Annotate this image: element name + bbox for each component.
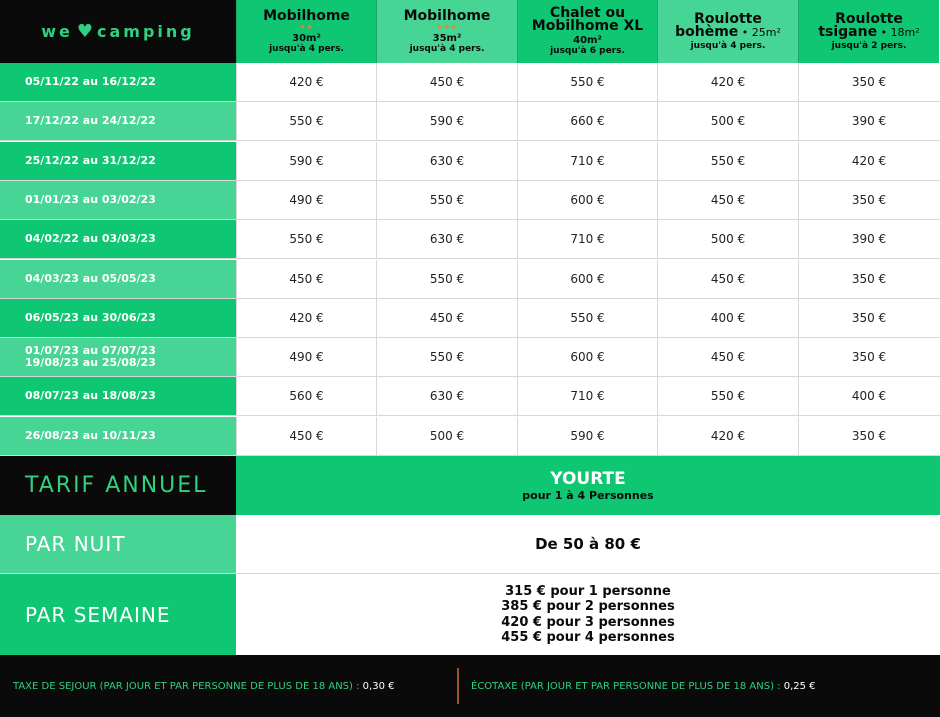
price-cell: 350 €: [798, 299, 939, 337]
price-cell: 350 €: [798, 63, 939, 101]
price-cell: 550 €: [376, 338, 517, 376]
price-cell: 420 €: [657, 417, 798, 455]
column-header-chalet: [517, 0, 657, 63]
period-label: 01/01/23 au 03/02/23: [0, 181, 236, 219]
column-title-text: Roulotte tsigane: [818, 10, 903, 40]
week-line: 385 € pour 2 personnes: [501, 599, 675, 614]
price-cell: 420 €: [236, 63, 376, 101]
price-cell: 450 €: [236, 417, 376, 455]
column-persons: jusqu'à 4 pers.: [269, 43, 344, 54]
column-title: [675, 10, 781, 40]
week-row: [0, 574, 940, 655]
table-row: [0, 63, 940, 102]
eco-tax-label: ÉCOTAXE (PAR JOUR ET PAR PERSONNE DE PLUS DE 18 ANS) :: [471, 680, 781, 692]
price-cell: 550 €: [657, 142, 798, 180]
table-row: [0, 102, 940, 141]
price-cell: 600 €: [517, 181, 657, 219]
column-title: Mobilhome: [403, 7, 491, 24]
price-cell: 350 €: [798, 417, 939, 455]
brand-pre: we: [41, 22, 73, 41]
price-cell: 500 €: [376, 417, 517, 455]
period-label: 06/05/23 au 30/06/23: [0, 299, 236, 337]
table-row: [0, 181, 940, 220]
eco-tax-value: 0,25 €: [783, 680, 816, 692]
price-cell: 390 €: [798, 220, 939, 258]
column-header-mobilhome-35: [376, 0, 517, 63]
table-row: [0, 260, 940, 299]
column-header-roulotte-tsigane: [798, 0, 939, 63]
price-cell: 400 €: [657, 299, 798, 337]
price-cell: 450 €: [657, 260, 798, 298]
yurt-subtitle: pour 1 à 4 Personnes: [522, 489, 654, 502]
price-cell: 400 €: [798, 377, 939, 415]
price-cell: 550 €: [236, 220, 376, 258]
price-cell: 630 €: [376, 377, 517, 415]
stars-icon: ★★★: [436, 22, 458, 31]
price-cell: 450 €: [376, 63, 517, 101]
price-cell: 550 €: [376, 260, 517, 298]
price-cell: 550 €: [657, 377, 798, 415]
price-cell: 550 €: [376, 181, 517, 219]
stars-icon: ★★: [299, 22, 314, 31]
period-label: 04/03/23 au 05/05/23: [0, 260, 236, 298]
column-extra: • 25m²: [738, 25, 781, 39]
column-size: 40m²: [573, 35, 602, 46]
week-line: 420 € pour 3 personnes: [501, 614, 675, 630]
price-cell: 500 €: [657, 102, 798, 140]
price-cell: 500 €: [657, 220, 798, 258]
table-row: [0, 377, 940, 416]
price-cell: 450 €: [376, 299, 517, 337]
table-row: [0, 417, 940, 456]
yurt-title: YOURTE: [550, 469, 626, 489]
price-cell: 710 €: [517, 377, 657, 415]
week-line: 455 € pour 4 personnes: [501, 630, 675, 645]
price-cell: 600 €: [517, 338, 657, 376]
column-persons: jusqu'à 2 pers.: [831, 40, 907, 51]
column-persons: jusqu'à 4 pers.: [690, 40, 766, 51]
price-cell: 350 €: [798, 260, 939, 298]
price-cell: 590 €: [236, 142, 376, 180]
column-size: 30m²: [292, 32, 321, 44]
column-size: 35m²: [432, 32, 462, 44]
brand-logo: [0, 0, 236, 63]
period-label: 01/07/23 au 07/07/23 19/08/23 au 25/08/23: [0, 338, 236, 376]
annual-label: TARIF ANNUEL: [0, 456, 236, 515]
period-label: 17/12/22 au 24/12/22: [0, 102, 236, 140]
price-cell: 630 €: [376, 220, 517, 258]
table-header: [0, 0, 940, 63]
price-cell: 490 €: [236, 181, 376, 219]
period-label: 26/08/23 au 10/11/23: [0, 417, 236, 455]
brand-post: camping: [97, 22, 195, 41]
column-title: Chalet ou Mobilhome XL: [531, 5, 644, 34]
price-cell: 420 €: [798, 142, 939, 180]
price-cell: 390 €: [798, 102, 939, 140]
price-cell: 710 €: [517, 220, 657, 258]
column-persons: jusqu'à 4 pers.: [409, 43, 485, 54]
price-cell: 590 €: [517, 417, 657, 455]
price-cell: 550 €: [236, 102, 376, 140]
period-label: 08/07/23 au 18/08/23: [0, 377, 236, 415]
week-line: 315 € pour 1 personne: [505, 583, 671, 599]
table-row: [0, 220, 940, 259]
price-cell: 600 €: [517, 260, 657, 298]
price-cell: 710 €: [517, 142, 657, 180]
period-label: 05/11/22 au 16/12/22: [0, 63, 236, 101]
price-cell: 350 €: [798, 338, 939, 376]
column-title-text: Roulotte bohème: [675, 10, 762, 40]
price-cell: 450 €: [657, 181, 798, 219]
column-persons: jusqu'à 6 pers.: [550, 46, 625, 56]
price-cell: 490 €: [236, 338, 376, 376]
eco-tax: [471, 681, 816, 692]
heart-icon: ♥: [76, 21, 94, 42]
price-cell: 450 €: [236, 260, 376, 298]
price-cell: 550 €: [517, 299, 657, 337]
period-label: 25/12/22 au 31/12/22: [0, 142, 236, 180]
night-value: De 50 à 80 €: [535, 535, 641, 553]
tourist-tax-value: 0,30 €: [362, 680, 395, 692]
price-cell: 550 €: [517, 63, 657, 101]
column-title: [818, 10, 920, 40]
footer-divider: [457, 668, 459, 704]
week-values: [236, 574, 940, 655]
week-label: PAR SEMAINE: [0, 574, 236, 655]
night-row: [0, 515, 940, 574]
price-cell: 590 €: [376, 102, 517, 140]
price-cell: 350 €: [798, 181, 939, 219]
column-extra: • 18m²: [877, 25, 920, 39]
period-label: 04/02/22 au 03/03/23: [0, 220, 236, 258]
night-label: PAR NUIT: [0, 515, 236, 573]
tourist-tax: [0, 681, 457, 692]
table-row: [0, 299, 940, 338]
table-row: [0, 142, 940, 181]
column-header-mobilhome-30: [236, 0, 376, 63]
column-header-roulotte-boheme: [657, 0, 798, 63]
column-title: Mobilhome: [263, 7, 350, 24]
annual-row: [0, 456, 940, 515]
price-cell: 450 €: [657, 338, 798, 376]
price-cell: 560 €: [236, 377, 376, 415]
footer-taxes: [0, 655, 940, 717]
tourist-tax-label: TAXE DE SEJOUR (PAR JOUR ET PAR PERSONNE DE PLUS DE 18 ANS) :: [13, 680, 360, 692]
price-cell: 420 €: [236, 299, 376, 337]
table-row: [0, 338, 940, 377]
price-cell: 420 €: [657, 63, 798, 101]
price-cell: 630 €: [376, 142, 517, 180]
price-cell: 660 €: [517, 102, 657, 140]
yurt-header: [236, 456, 940, 515]
